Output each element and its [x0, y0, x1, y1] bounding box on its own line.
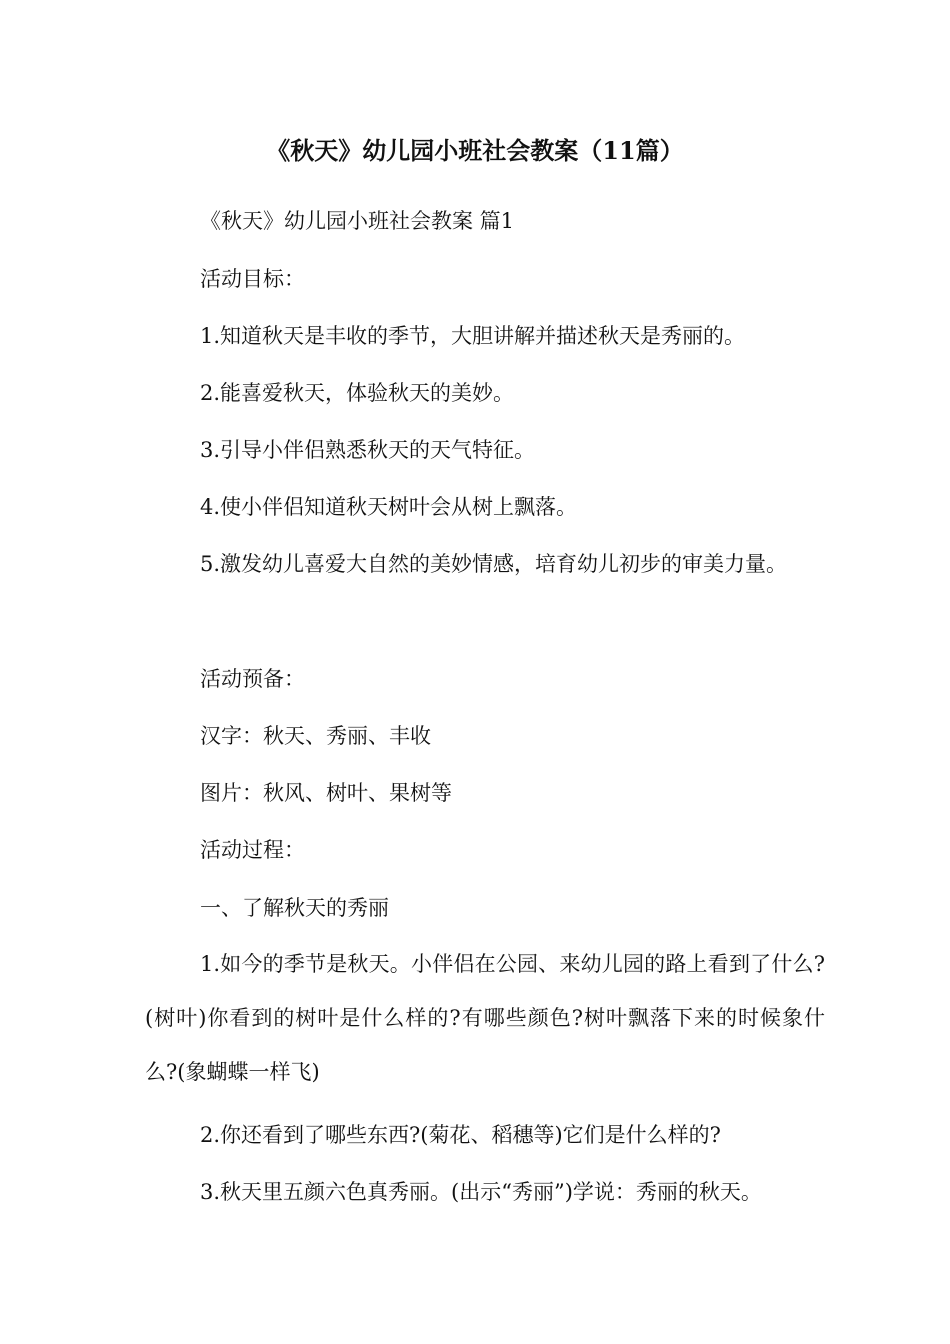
prep-item: 图片：秋风、树叶、果树等 [200, 781, 452, 805]
goals-label: 活动目标： [200, 267, 305, 291]
process-paragraph: 2.你还看到了哪些东西?(菊花、稻穗等)它们是什么样的? [200, 1123, 721, 1147]
part-heading: 一、了解秋天的秀丽 [200, 896, 389, 920]
goal-item: 1.知道秋天是丰收的季节，大胆讲解并描述秋天是秀丽的。 [200, 324, 746, 348]
section-heading: 《秋天》幼儿园小班社会教案 篇1 [200, 209, 515, 233]
goal-item: 4.使小伴侣知道秋天树叶会从树上飘落。 [200, 495, 578, 519]
prep-item: 汉字：秋天、秀丽、丰收 [200, 724, 431, 748]
process-label: 活动过程： [200, 838, 305, 862]
process-paragraph: 3.秋天里五颜六色真秀丽。(出示“秀丽”)学说：秀丽的秋天。 [200, 1180, 762, 1204]
document-title: 《秋天》幼儿园小班社会教案（11篇） [266, 136, 684, 165]
process-paragraph: 1.如今的季节是秋天。小伴侣在公园、来幼儿园的路上看到了什么?(树叶)你看到的树叶是什么样的?有哪些颜色?树叶飘落下来的时候象什么?(象蝴蝶一样飞) [145, 952, 825, 1084]
goal-item: 3.引导小伴侣熟悉秋天的天气特征。 [200, 438, 536, 462]
goal-item: 2.能喜爱秋天，体验秋天的美妙。 [200, 381, 515, 405]
goal-item: 5.激发幼儿喜爱大自然的美妙情感，培育幼儿初步的审美力量。 [200, 552, 788, 576]
prep-label: 活动预备： [200, 667, 305, 691]
